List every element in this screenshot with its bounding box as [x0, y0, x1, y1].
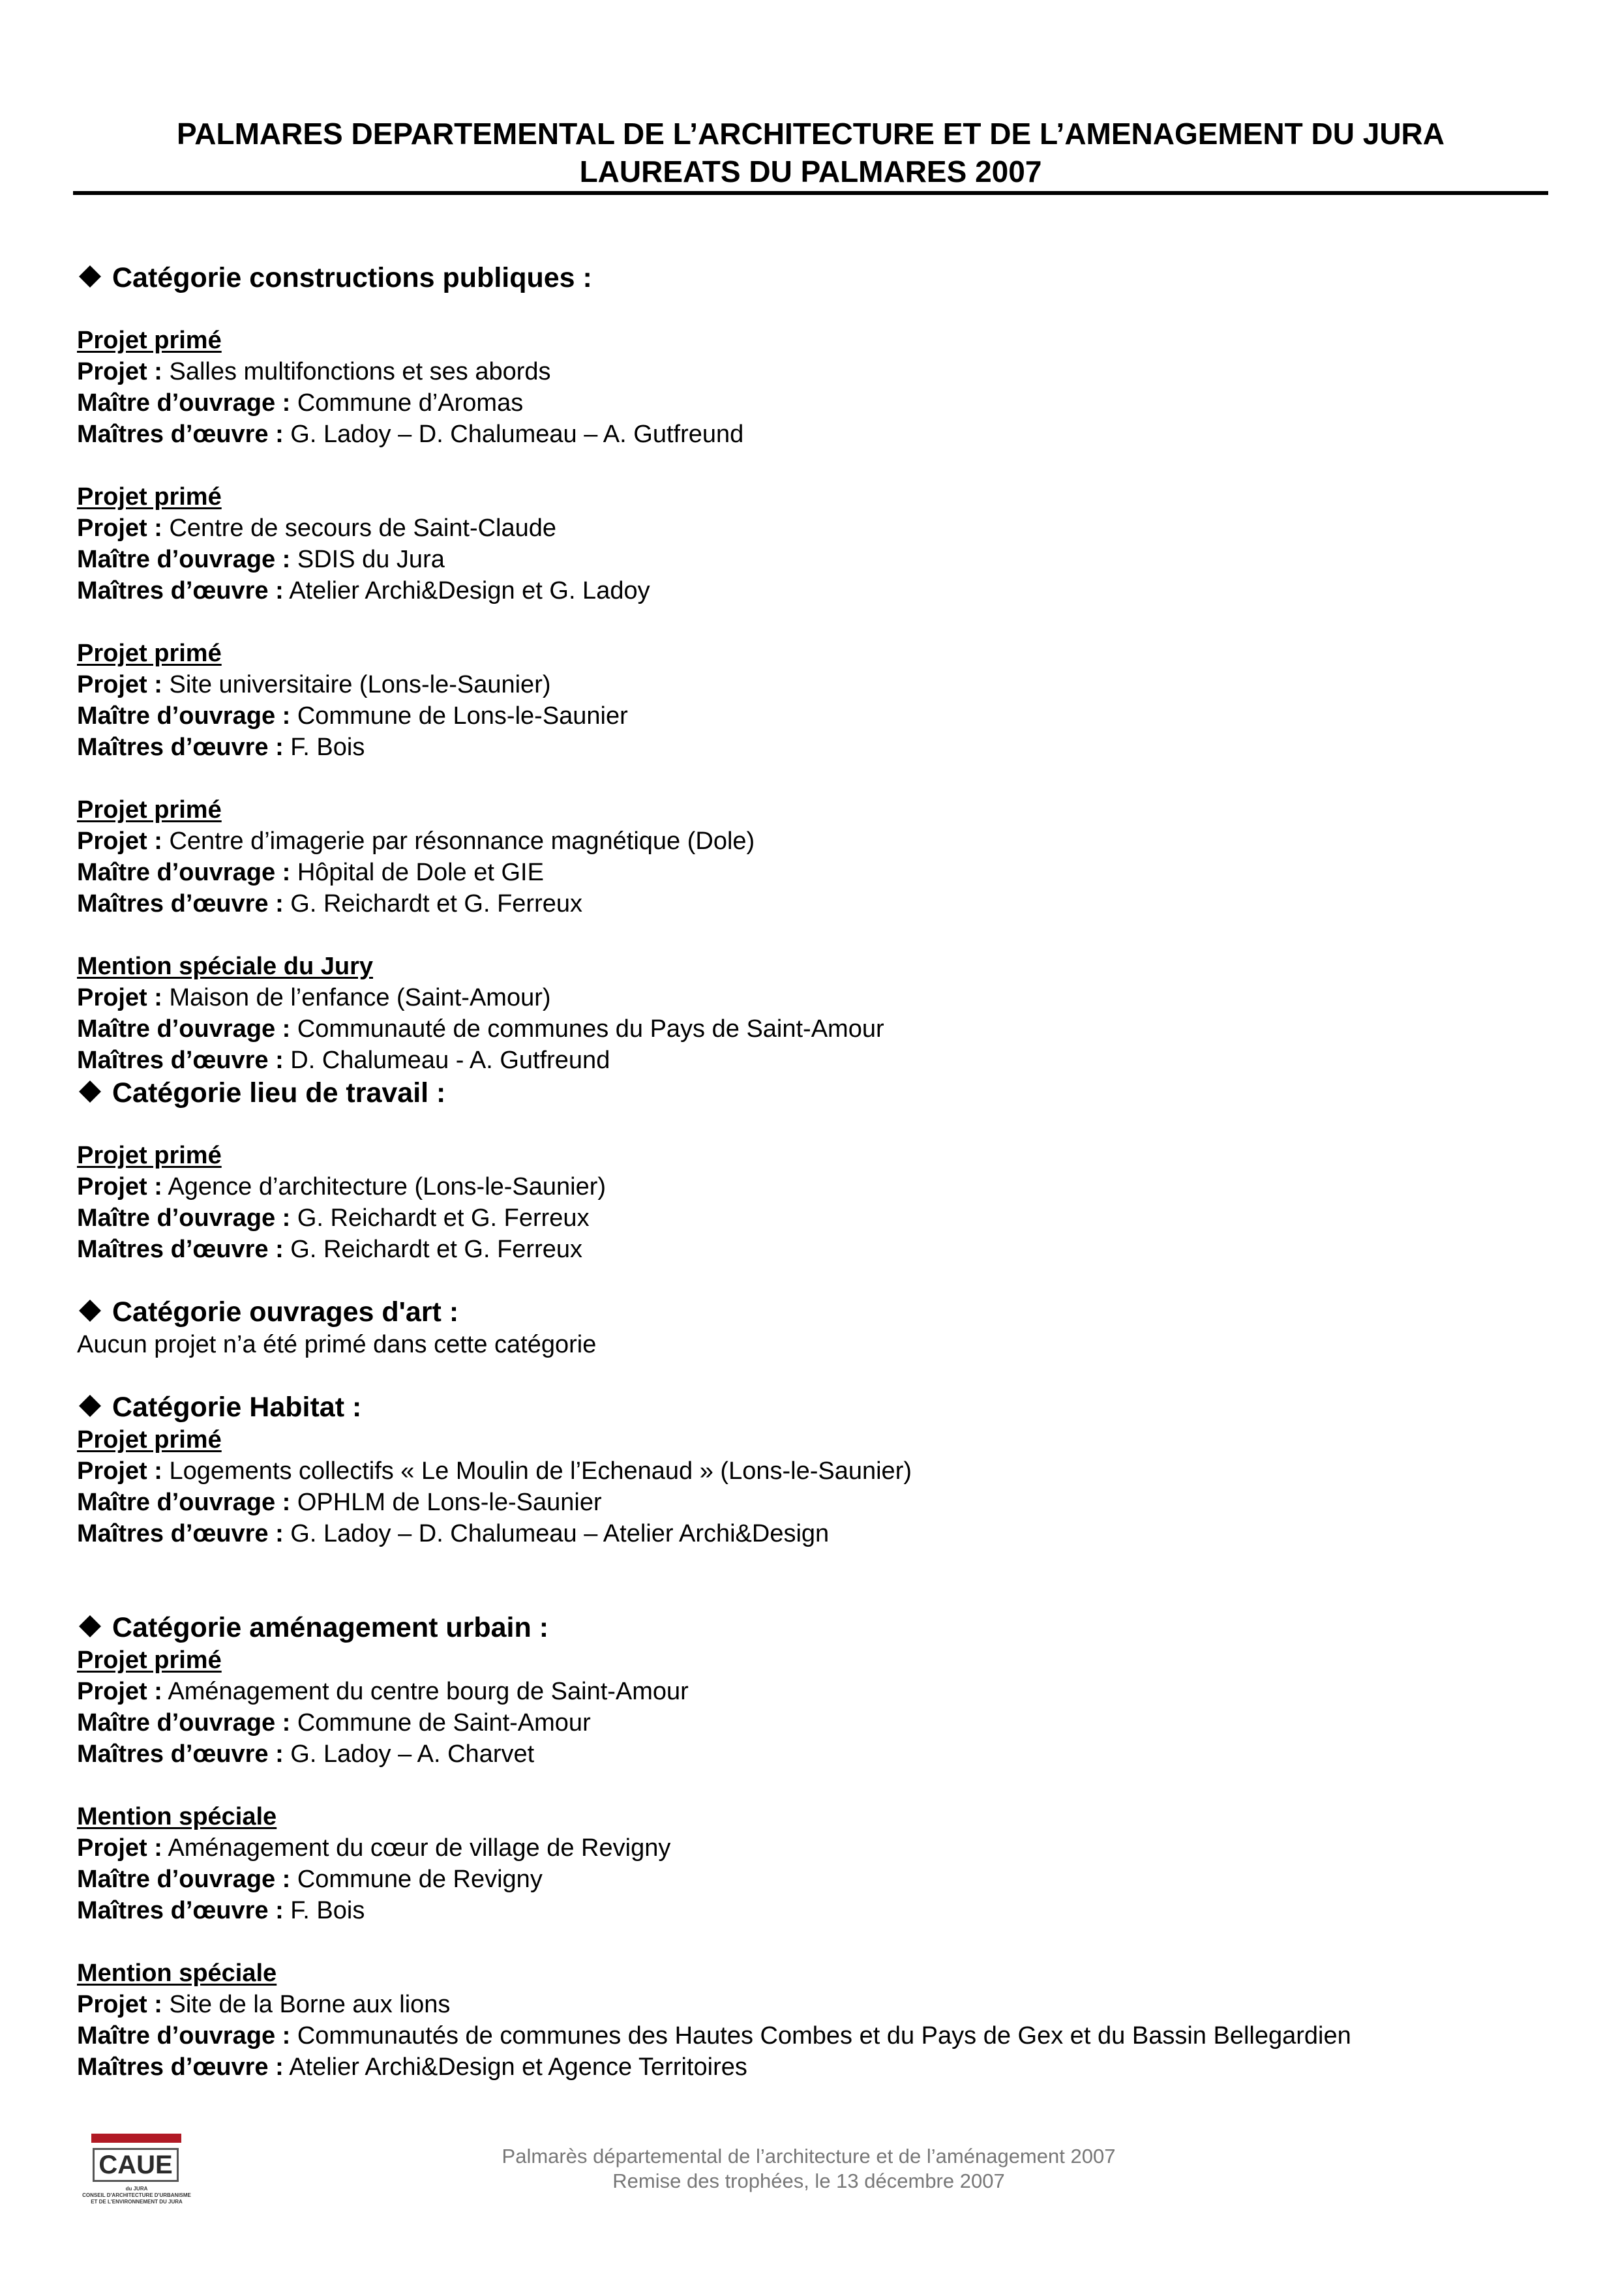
award-label: Mention spéciale du Jury — [77, 953, 373, 980]
diamond-bullet-icon — [79, 1395, 101, 1417]
maitres-oeuvre-line: Maîtres d’œuvre : G. Ladoy – A. Charvet — [77, 1740, 535, 1768]
award-label: Projet primé — [77, 640, 222, 667]
award-label: Projet primé — [77, 483, 222, 511]
footer-line-2: Remise des trophées, le 13 décembre 2007 — [612, 2169, 1005, 2192]
category-note: Aucun projet n’a été primé dans cette catégorie — [77, 1331, 597, 1358]
document-header — [73, 115, 1548, 190]
category-heading: Catégorie aménagement urbain : — [77, 1611, 1544, 1645]
maitre-ouvrage-line: Maître d’ouvrage : Commune de Saint-Amour — [77, 1709, 591, 1737]
maitre-ouvrage-line: Maître d’ouvrage : Communauté de communes du Pays de Saint-Amour — [77, 1015, 884, 1043]
projet-line: Projet : Salles multifonctions et ses abords — [77, 358, 551, 385]
maitres-oeuvre-line: Maîtres d’œuvre : G. Reichardt et G. Ferreux — [77, 890, 583, 917]
projet-line: Projet : Site de la Borne aux lions — [77, 1991, 451, 2018]
diamond-bullet-icon — [79, 1300, 101, 1322]
maitre-ouvrage-line: Maître d’ouvrage : Hôpital de Dole et GIE — [77, 859, 544, 886]
projet-line: Projet : Aménagement du cœur de village de Revigny — [77, 1834, 671, 1862]
maitres-oeuvre-line: Maîtres d’œuvre : F. Bois — [77, 734, 365, 761]
maitres-oeuvre-line: Maîtres d’œuvre : G. Ladoy – D. Chalumeau – Atelier Archi&Design — [77, 1520, 830, 1547]
caue-logo — [80, 2134, 194, 2212]
diamond-bullet-icon — [79, 265, 101, 288]
award-label: Mention spéciale — [77, 1960, 277, 1987]
maitres-oeuvre-line: Maîtres d’œuvre : D. Chalumeau - A. Gutfreund — [77, 1047, 610, 1074]
projet-line: Projet : Maison de l’enfance (Saint-Amour) — [77, 984, 551, 1011]
category-heading: Catégorie ouvrages d'art : — [77, 1295, 1544, 1329]
maitres-oeuvre-line: Maîtres d’œuvre : G. Ladoy – D. Chalumeau – A. Gutfreund — [77, 421, 744, 448]
maitres-oeuvre-line: Maîtres d’œuvre : F. Bois — [77, 1897, 365, 1924]
logo-accent-bar — [91, 2134, 181, 2143]
maitre-ouvrage-line: Maître d’ouvrage : Commune d’Aromas — [77, 389, 524, 417]
maitre-ouvrage-line: Maître d’ouvrage : OPHLM de Lons-le-Saunier — [77, 1489, 602, 1516]
projet-line: Projet : Logements collectifs « Le Moulin de l’Echenaud » (Lons-le-Saunier) — [77, 1457, 912, 1485]
diamond-bullet-icon — [79, 1615, 101, 1637]
header-rule — [73, 191, 1548, 195]
award-label: Projet primé — [77, 796, 222, 824]
category-heading: Catégorie lieu de travail : — [77, 1076, 1544, 1110]
maitre-ouvrage-line: Maître d’ouvrage : Commune de Revigny — [77, 1866, 543, 1893]
projet-line: Projet : Centre d’imagerie par résonnance magnétique (Dole) — [77, 827, 755, 855]
logo-caption: du JURA CONSEIL D'ARCHITECTURE D'URBANISME ET DE L'ENVIRONNEMENT DU JURA — [82, 2186, 191, 2205]
projet-line: Projet : Site universitaire (Lons-le-Saunier) — [77, 671, 551, 698]
page-footer — [391, 2144, 1226, 2194]
maitre-ouvrage-line: Maître d’ouvrage : Commune de Lons-le-Saunier — [77, 702, 628, 730]
award-label: Mention spéciale — [77, 1803, 277, 1830]
category-heading: Catégorie Habitat : — [77, 1390, 1544, 1424]
award-label: Projet primé — [77, 327, 222, 354]
projet-line: Projet : Aménagement du centre bourg de Saint-Amour — [77, 1678, 689, 1705]
document-subtitle: LAUREATS DU PALMARES 2007 — [579, 155, 1042, 188]
award-label: Projet primé — [77, 1647, 222, 1674]
maitres-oeuvre-line: Maîtres d’œuvre : Atelier Archi&Design et Agence Territoires — [77, 2053, 747, 2081]
projet-line: Projet : Centre de secours de Saint-Claude — [77, 514, 557, 542]
footer-line-1: Palmarès départemental de l’architecture et de l’aménagement 2007 — [502, 2145, 1116, 2168]
maitres-oeuvre-line: Maîtres d’œuvre : G. Reichardt et G. Ferreux — [77, 1236, 583, 1263]
projet-line: Projet : Agence d’architecture (Lons-le-Saunier) — [77, 1173, 607, 1200]
maitre-ouvrage-line: Maître d’ouvrage : SDIS du Jura — [77, 546, 445, 573]
logo-wordmark: CAUE — [93, 2148, 179, 2182]
document-title: PALMARES DEPARTEMENTAL DE L’ARCHITECTURE ET DE L’AMENAGEMENT DU JURA — [177, 117, 1445, 151]
maitres-oeuvre-line: Maîtres d’œuvre : Atelier Archi&Design et G. Ladoy — [77, 577, 650, 604]
maitre-ouvrage-line: Maître d’ouvrage : Communautés de communes des Hautes Combes et du Pays de Gex et du Bassin Bellegardien — [77, 2022, 1351, 2050]
maitre-ouvrage-line: Maître d’ouvrage : G. Reichardt et G. Ferreux — [77, 1204, 590, 1232]
category-heading: Catégorie constructions publiques : — [77, 261, 1544, 295]
award-label: Projet primé — [77, 1426, 222, 1454]
award-label: Projet primé — [77, 1142, 222, 1169]
diamond-bullet-icon — [79, 1081, 101, 1103]
document-body — [77, 261, 1544, 2083]
